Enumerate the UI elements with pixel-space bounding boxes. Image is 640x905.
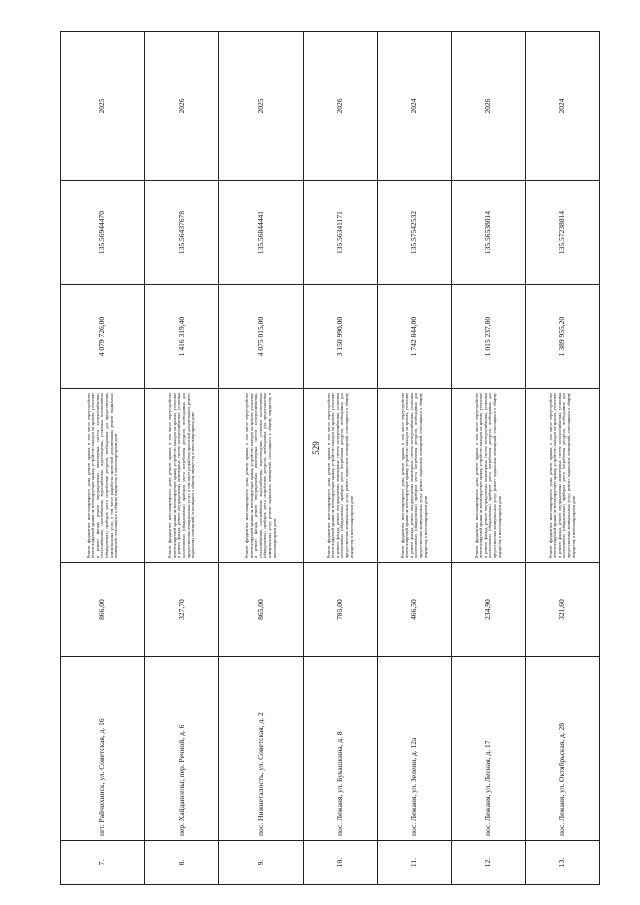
rotated-table-wrapper (60, 95, 600, 885)
table-container (60, 95, 600, 885)
row-number: 8. (145, 841, 219, 885)
table-row (525, 32, 599, 885)
table-row (219, 32, 303, 885)
address-cell: пос. Лежаня, ул. Зелеин, д. 12а (377, 657, 451, 841)
address-cell: пос. Нижнеталость, ул. Советская, д. 2 (219, 657, 303, 841)
year-cell: 2026 (303, 32, 377, 181)
cost-cell: 1 389 955,20 (525, 285, 599, 389)
row-number: 9. (219, 841, 303, 885)
page-number: 529 (311, 441, 321, 455)
work-types-cell: Ремонт фундамента многоквартирного дома, ремонт крыши, в том числе переустройство невентилируемой крыши на вентилируемую крышу, устройство выходов на кровлю, утепление и ремонт фасада, ремонт внутридомовых инженерных систем электроснабжения, установка коллективных (общедомовых) приборов учета потребления ресурсов, необходимых для предоставления коммунальных услуг, ремонт подвальных помещений, относящихся к общему имуществу в многоквартирном доме (303, 389, 377, 563)
year-cell: 2026 (145, 32, 219, 181)
area-cell: 321,60 (525, 563, 599, 657)
object-code-cell: 135.56341171 (303, 181, 377, 285)
area-cell: 866,00 (61, 563, 145, 657)
year-cell: 2026 (451, 32, 525, 181)
row-number: 13. (525, 841, 599, 885)
cost-cell: 3 150 990,00 (303, 285, 377, 389)
work-types-cell: Ремонт фундамента многоквартирного дома, ремонт крыши, в том числе переустройство невентилируемой крыши на вентилируемую крышу, устройство выходов на кровлю, утепление и ремонт фасада, ремонт внутридомовых инженерных систем электроснабжения, теплоснабжения, газоснабжения, водоснабжения, водоотведения, установка коллективных (общедомовых) приборов учета потребления ресурсов, необходимых для предоставления коммунальных услуг, ремонт подвальных помещений, относящихся к общему имуществу в многоквартирном доме (219, 389, 303, 563)
object-code-cell: 135.56437678 (145, 181, 219, 285)
cost-cell: 1 416 319,40 (145, 285, 219, 389)
area-cell: 785,00 (303, 563, 377, 657)
cost-cell: 4 079 726,00 (61, 285, 145, 389)
address-cell: пос. Лежаня, ул. Октябрьская, д. 28 (525, 657, 599, 841)
row-number: 12. (451, 841, 525, 885)
year-cell: 2024 (377, 32, 451, 181)
work-types-cell: Ремонт фундамента многоквартирного дома, ремонт крыши, в том числе переустройство невентилируемой крыши на вентилируемую крышу, устройство выходов на кровлю, утепление и ремонт фасада, ремонт внутридомовых инженерных систем электроснабжения, установка коллективных (общедомовых) приборов учета потребления ресурсов, необходимых для предоставления коммунальных услуг, ремонт подвальных помещений, относящихся к общему имуществу в многоквартирном доме (451, 389, 525, 563)
table-row (61, 32, 145, 885)
cost-cell: 4 075 015,00 (219, 285, 303, 389)
year-cell: 2025 (219, 32, 303, 181)
work-types-cell: Ремонт фундамента многоквартирного дома, ремонт крыши, в том числе переустройство невентилируемой крыши на вентилируемую крышу, устройство выходов на кровлю, утепление и ремонт фасада, ремонт внутридомовых инженерных систем электроснабжения, установка коллективных (общедомовых) приборов учета потребления ресурсов, необходимых для предоставления коммунальных услуг, в том числе разработка проектной документации, ремонт подвальных помещений, относящихся к общему имуществу в многоквартирном доме (145, 389, 219, 563)
object-code-cell: 135.57542532 (377, 181, 451, 285)
object-code-cell: 135.57238014 (525, 181, 599, 285)
table-row (377, 32, 451, 885)
area-cell: 466,50 (377, 563, 451, 657)
address-cell: пос. Лежаня, ул. Лесная, д. 17 (451, 657, 525, 841)
address-cell: пгт. Райчихинск, ул. Советская, д. 16 (61, 657, 145, 841)
object-code-cell: 135.56538014 (451, 181, 525, 285)
address-cell: пос. Лежаня, ул. Букашкина, д. 8 (303, 657, 377, 841)
work-types-cell: Ремонт фундамента многоквартирного дома, ремонт крыши, в том числе переустройство невентилируемой крыши на вентилируемую крышу, устройство выходов на кровлю, утепление и ремонт фасада, ремонт внутридомовых инженерных систем электроснабжения, теплоснабжения, газоснабжения, водоснабжения, водоотведения, установка коллективных (общедомовых) приборов учета потребления ресурсов, необходимых для предоставления коммунальных услуг, в том числе разработка проектной документации, ремонт подвальных помещений, относящихся к общему имуществу в многоквартирном доме (61, 389, 145, 563)
table-body (61, 32, 600, 885)
area-cell: 234,90 (451, 563, 525, 657)
work-types-cell: Ремонт фундамента многоквартирного дома, ремонт крыши, в том числе переустройство невентилируемой крыши на вентилируемую крышу, устройство выходов на кровлю, утепление и ремонт фасада, ремонт внутридомовых инженерных систем электроснабжения, установка коллективных (общедомовых) приборов учета потребления ресурсов, необходимых для предоставления коммунальных услуг, ремонт подвальных помещений, относящихся к общему имуществу в многоквартирном доме (377, 389, 451, 563)
table-row (303, 32, 377, 885)
object-code-cell: 135.56944470 (61, 181, 145, 285)
year-cell: 2024 (525, 32, 599, 181)
row-number: 10. (303, 841, 377, 885)
year-cell: 2025 (61, 32, 145, 181)
cost-cell: 1 742 844,00 (377, 285, 451, 389)
work-types-cell: Ремонт фундамента многоквартирного дома, ремонт крыши, в том числе переустройство невентилируемой крыши на вентилируемую крышу, устройство выходов на кровлю, утепление и ремонт фасада, ремонт внутридомовых инженерных систем электроснабжения, установка коллективных (общедомовых) приборов учета потребления ресурсов, необходимых для предоставления коммунальных услуг, ремонт подвальных помещений, относящихся к общему имуществу в многоквартирном доме (525, 389, 599, 563)
address-cell: пер. Хайдансельг, пер. Речной, д. 6 (145, 657, 219, 841)
object-code-cell: 135.56844441 (219, 181, 303, 285)
row-number: 11. (377, 841, 451, 885)
cost-cell: 1 015 237,80 (451, 285, 525, 389)
table-row (145, 32, 219, 885)
table-row (451, 32, 525, 885)
area-cell: 865,00 (219, 563, 303, 657)
row-number: 7. (61, 841, 145, 885)
area-cell: 327,70 (145, 563, 219, 657)
repair-program-table (60, 31, 600, 885)
